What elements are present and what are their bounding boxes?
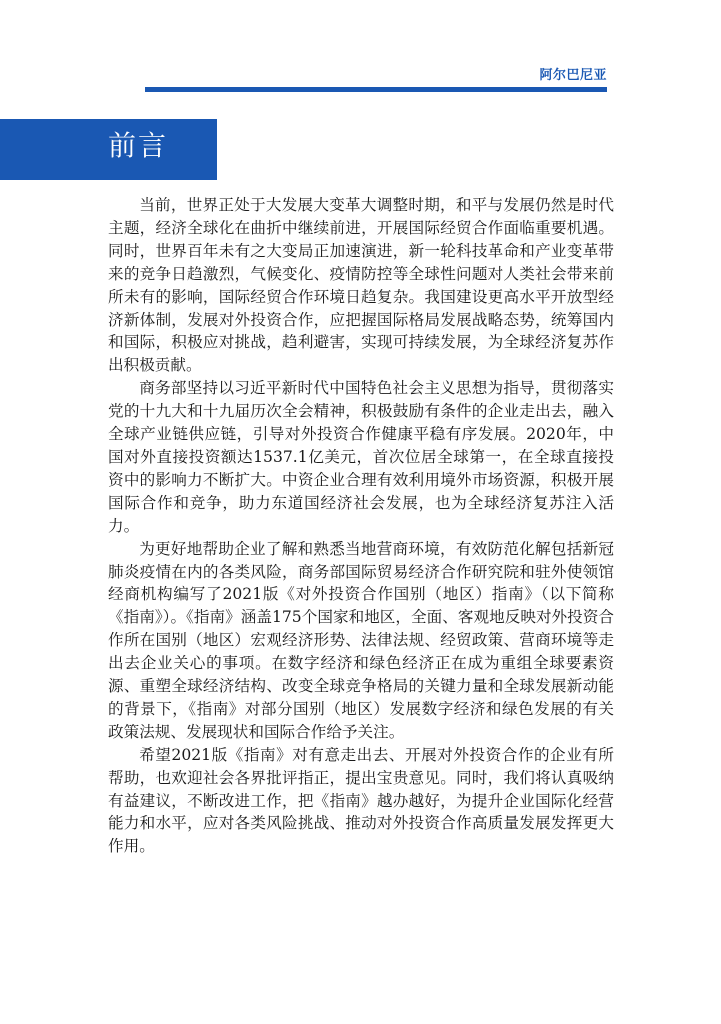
paragraph: 商务部坚持以习近平新时代中国特色社会主义思想为指导，贯彻落实党的十九大和十九届历次全会精神，积极鼓励有条件的企业走出去，融入全球产业链供应链，引导对外投资合作健康平稳有序发展。2020年，中国对外直接投资额达1537.1亿美元，首次位居全球第一，在全球直接投资中的影响力不断扩大。中资企业合理有效利用境外市场资源，积极开展国际合作和竞争，助力东道国经济社会发展，也为全球经济复苏注入活力。 [108, 379, 614, 535]
body-text [108, 194, 614, 858]
running-header-country: 阿尔巴尼亚 [539, 68, 607, 83]
paragraph: 当前，世界正处于大发展大变革大调整时期，和平与发展仍然是时代主题，经济全球化在曲折中继续前进，开展国际经贸合作面临重要机遇。同时，世界百年未有之大变局正加速演进，新一轮科技革命和产业变革带来的竞争日趋激烈，气候变化、疫情防控等全球性问题对人类社会带来前所未有的影响，国际经贸合作环境日趋复杂。我国建设更高水平开放型经济新体制，发展对外投资合作，应把握国际格局发展战略态势，统筹国内和国际，积极应对挑战，趋利避害，实现可持续发展，为全球经济复苏作出积极贡献。 [108, 196, 614, 375]
section-title: 前言 [108, 129, 169, 162]
header-rule [145, 87, 607, 92]
paragraph: 希望2021版《指南》对有意走出去、开展对外投资合作的企业有所帮助，也欢迎社会各界批评指正，提出宝贵意见。同时，我们将认真吸纳有益建议，不断改进工作，把《指南》越办越好，为提升企业国际化经营能力和水平，应对各类风险挑战、推动对外投资合作高质量发展发挥更大作用。 [108, 745, 614, 856]
paragraph: 为更好地帮助企业了解和熟悉当地营商环境，有效防范化解包括新冠肺炎疫情在内的各类风险，商务部国际贸易经济合作研究院和驻外使领馆经商机构编写了2021版《对外投资合作国别（地区）指南》（以下简称《指南》）。《指南》涵盖175个国家和地区，全面、客观地反映对外投资合作所在国别（地区）宏观经济形势、法律法规、经贸政策、营商环境等走出去企业关心的事项。在数字经济和绿色经济正在成为重组全球要素资源、重塑全球经济结构、改变全球竞争格局的关键力量和全球发展新动能的背景下，《指南》对部分国别（地区）发展数字经济和绿色发展的有关政策法规、发展现状和国际合作给予关注。 [108, 539, 614, 741]
